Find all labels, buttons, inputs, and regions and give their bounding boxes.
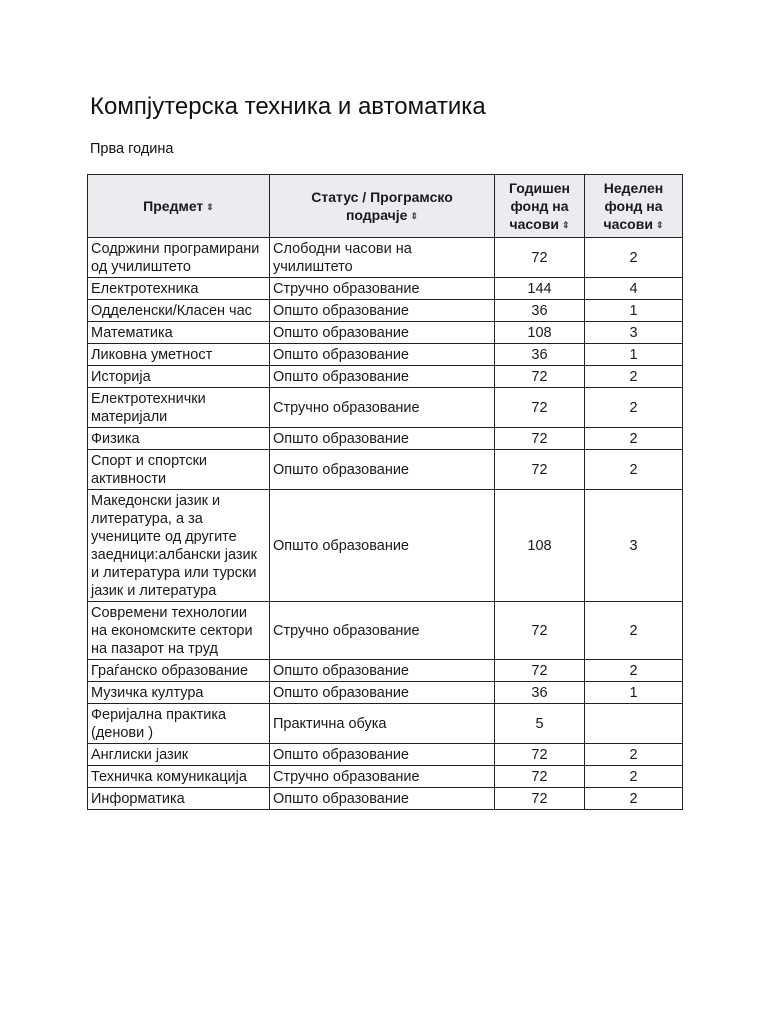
cell-subject: Информатика <box>88 788 270 810</box>
cell-annual-hours: 72 <box>495 428 585 450</box>
cell-subject: Историја <box>88 366 270 388</box>
cell-annual-hours: 36 <box>495 344 585 366</box>
cell-annual-hours: 72 <box>495 238 585 278</box>
cell-subject: Физика <box>88 428 270 450</box>
cell-annual-hours: 72 <box>495 744 585 766</box>
column-header-annual-hours[interactable] <box>495 175 585 238</box>
column-header-label: Неделен фонд на часови <box>603 179 664 232</box>
cell-annual-hours: 144 <box>495 278 585 300</box>
sort-icon[interactable]: ⇕ <box>206 201 214 212</box>
cell-weekly-hours: 2 <box>585 450 683 490</box>
cell-annual-hours: 108 <box>495 322 585 344</box>
cell-subject: Електротехнички материјали <box>88 388 270 428</box>
cell-status: Слободни часови на училиштето <box>270 238 495 278</box>
cell-annual-hours: 36 <box>495 300 585 322</box>
cell-status: Стручно образование <box>270 278 495 300</box>
cell-annual-hours: 108 <box>495 490 585 602</box>
table-row <box>88 704 683 744</box>
cell-subject: Електротехника <box>88 278 270 300</box>
cell-status: Општо образование <box>270 450 495 490</box>
cell-annual-hours: 5 <box>495 704 585 744</box>
cell-weekly-hours <box>585 704 683 744</box>
cell-status: Општо образование <box>270 366 495 388</box>
cell-annual-hours: 36 <box>495 682 585 704</box>
table-row <box>88 450 683 490</box>
table-row <box>88 344 683 366</box>
cell-status: Општо образование <box>270 300 495 322</box>
cell-weekly-hours: 2 <box>585 766 683 788</box>
cell-weekly-hours: 2 <box>585 660 683 682</box>
table-row <box>88 490 683 602</box>
table-row <box>88 300 683 322</box>
cell-status: Општо образование <box>270 490 495 602</box>
cell-weekly-hours: 2 <box>585 428 683 450</box>
cell-weekly-hours: 2 <box>585 602 683 660</box>
cell-weekly-hours: 3 <box>585 490 683 602</box>
sort-icon[interactable]: ⇕ <box>410 210 419 221</box>
cell-subject: Граѓанско образование <box>88 660 270 682</box>
table-row <box>88 388 683 428</box>
cell-annual-hours: 72 <box>495 388 585 428</box>
table-row <box>88 682 683 704</box>
cell-status: Стручно образование <box>270 766 495 788</box>
cell-subject: Музичка култура <box>88 682 270 704</box>
cell-weekly-hours: 1 <box>585 682 683 704</box>
table-row <box>88 238 683 278</box>
table-row <box>88 744 683 766</box>
cell-subject: Современи технологии на економските сектори на пазарот на труд <box>88 602 270 660</box>
column-header-label: Годишен фонд на часови <box>508 179 570 232</box>
table-row <box>88 602 683 660</box>
table-row <box>88 788 683 810</box>
cell-subject: Математика <box>88 322 270 344</box>
table-row <box>88 660 683 682</box>
table-header-row <box>88 175 683 238</box>
cell-subject: Феријална практика (денови ) <box>88 704 270 744</box>
cell-annual-hours: 72 <box>495 366 585 388</box>
column-header-subject[interactable] <box>88 175 270 238</box>
cell-subject: Техничка комуникација <box>88 766 270 788</box>
column-header-label: Предмет <box>143 197 204 214</box>
cell-weekly-hours: 2 <box>585 388 683 428</box>
cell-annual-hours: 72 <box>495 602 585 660</box>
cell-subject: Одделенски/Класен час <box>88 300 270 322</box>
cell-subject: Македонски јазик и литература, а за учениците од другите заедници:албански јазик и литература или турски јазик и литература <box>88 490 270 602</box>
cell-annual-hours: 72 <box>495 788 585 810</box>
cell-weekly-hours: 2 <box>585 366 683 388</box>
cell-status: Стручно образование <box>270 388 495 428</box>
column-header-weekly-hours[interactable] <box>585 175 683 238</box>
table-row <box>88 428 683 450</box>
table-row <box>88 278 683 300</box>
column-header-label: Статус / Програмско подрачје <box>311 188 453 223</box>
cell-status: Општо образование <box>270 344 495 366</box>
cell-status: Стручно образование <box>270 602 495 660</box>
cell-weekly-hours: 1 <box>585 300 683 322</box>
cell-status: Општо образование <box>270 322 495 344</box>
column-header-status[interactable] <box>270 175 495 238</box>
cell-subject: Ликовна уметност <box>88 344 270 366</box>
cell-annual-hours: 72 <box>495 660 585 682</box>
cell-subject: Англиски јазик <box>88 744 270 766</box>
table-row <box>88 366 683 388</box>
cell-weekly-hours: 3 <box>585 322 683 344</box>
curriculum-table <box>87 174 683 810</box>
cell-subject: Содржини програмирани од училиштето <box>88 238 270 278</box>
table-body <box>88 238 683 810</box>
table-row <box>88 322 683 344</box>
cell-status: Општо образование <box>270 682 495 704</box>
cell-weekly-hours: 2 <box>585 744 683 766</box>
table-row <box>88 766 683 788</box>
page-title: Компјутерска техника и автоматика <box>90 93 486 120</box>
cell-annual-hours: 72 <box>495 450 585 490</box>
cell-status: Општо образование <box>270 428 495 450</box>
cell-status: Општо образование <box>270 744 495 766</box>
cell-weekly-hours: 2 <box>585 238 683 278</box>
cell-annual-hours: 72 <box>495 766 585 788</box>
cell-weekly-hours: 2 <box>585 788 683 810</box>
sort-icon[interactable]: ⇕ <box>561 219 570 230</box>
cell-status: Практична обука <box>270 704 495 744</box>
cell-status: Општо образование <box>270 788 495 810</box>
cell-weekly-hours: 1 <box>585 344 683 366</box>
cell-weekly-hours: 4 <box>585 278 683 300</box>
sort-icon[interactable]: ⇕ <box>655 219 664 230</box>
cell-status: Општо образование <box>270 660 495 682</box>
cell-subject: Спорт и спортски активности <box>88 450 270 490</box>
page-subtitle: Прва година <box>90 141 174 157</box>
